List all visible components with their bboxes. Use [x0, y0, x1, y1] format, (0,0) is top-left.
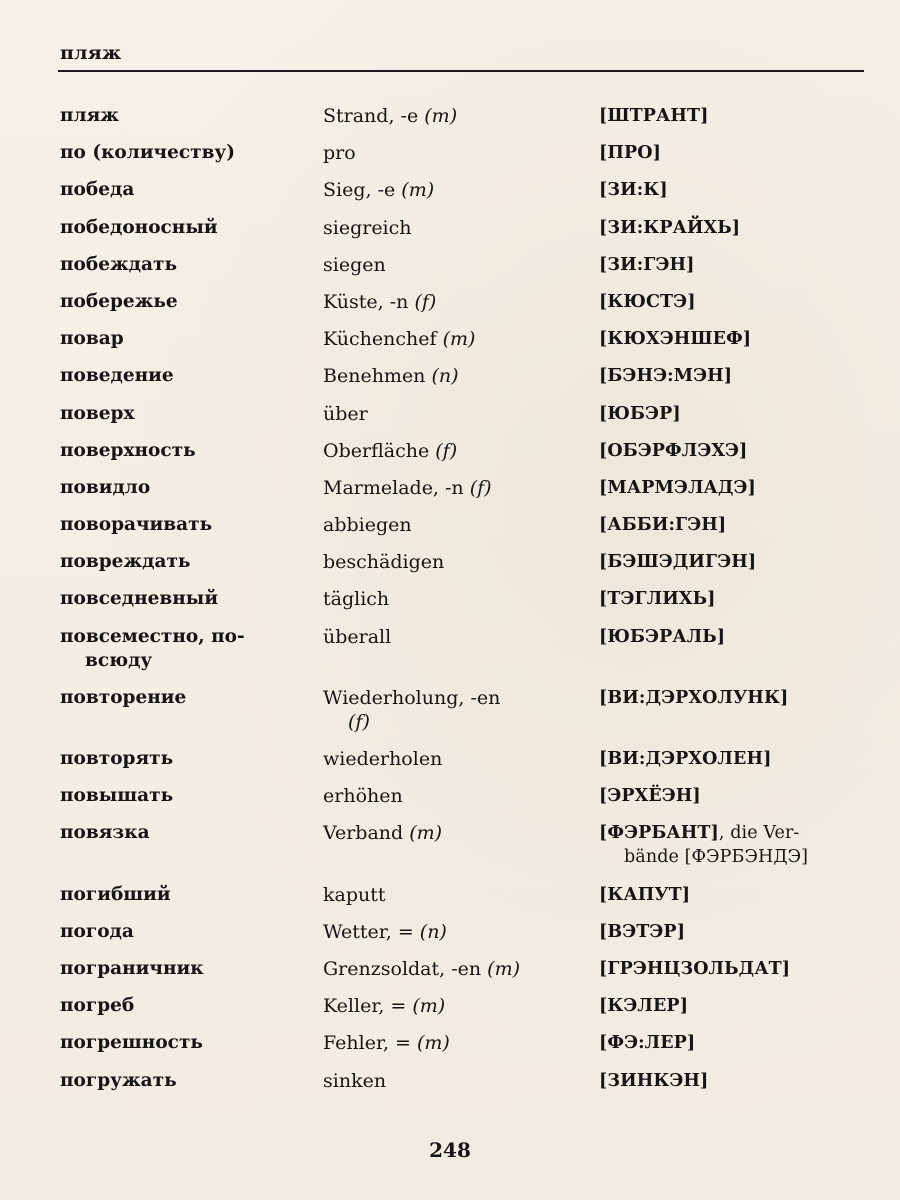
headword — [60, 1031, 323, 1055]
pronunciation — [599, 104, 860, 128]
pronunciation — [599, 327, 860, 351]
pronunciation-text: [КЮСТЭ] — [599, 291, 696, 312]
dictionary-entry — [60, 476, 860, 500]
gender-marker: (f) — [348, 710, 370, 733]
pronunciation-text: [ЮБЭРАЛЬ] — [599, 626, 726, 647]
translation — [323, 784, 599, 808]
dictionary-entry — [60, 216, 860, 240]
translation-text: wiederholen — [323, 748, 443, 770]
pronunciation-text: [ГРЭНЦЗОЛЬДАТ] — [599, 958, 791, 979]
translation — [323, 686, 599, 734]
pronunciation-text: [ШТРАНТ] — [599, 106, 709, 126]
translation — [323, 587, 599, 611]
pronunciation-text: [ЗИНКЭН] — [599, 1070, 709, 1091]
headword-text: погода — [60, 920, 134, 942]
headword — [60, 686, 323, 734]
pronunciation — [599, 821, 860, 869]
translation — [323, 920, 599, 944]
headword-text: повидло — [60, 476, 151, 498]
pronunciation — [599, 402, 860, 426]
translation — [323, 747, 599, 771]
translation-text: Fehler, = — [323, 1032, 411, 1055]
dictionary-entry — [60, 587, 860, 611]
pronunciation-text: [БЭШЭДИГЭН] — [599, 552, 757, 573]
headword-text: погружать — [60, 1069, 177, 1091]
gender-marker: (m) — [409, 822, 443, 845]
translation-text: täglich — [323, 588, 390, 611]
headword — [60, 821, 323, 869]
translation-text: kaputt — [323, 883, 386, 906]
headword — [60, 513, 323, 537]
dictionary-entry — [60, 364, 860, 388]
headword — [60, 104, 323, 128]
headword-text: по (количеству) — [60, 142, 236, 164]
headword-text: повышать — [60, 785, 174, 807]
translation — [323, 104, 599, 128]
gender-marker: (m) — [401, 179, 435, 202]
translation — [323, 550, 599, 574]
gender-marker: (m) — [417, 1032, 450, 1055]
pronunciation-text: [ЭРХЁЭН] — [599, 786, 701, 807]
pronunciation-text: [ПРО] — [599, 143, 661, 164]
headword-continuation: всюду — [85, 649, 153, 671]
pronunciation-text: [ВЭТЭР] — [599, 921, 686, 942]
pronunciation-text: [ЗИ:КРАЙХЬ] — [599, 217, 741, 238]
translation — [323, 476, 599, 500]
pronunciation — [599, 476, 860, 500]
pronunciation — [599, 1031, 860, 1055]
pronunciation-text: [БЭНЭ:МЭН] — [599, 366, 733, 387]
headword-text: повсеместно, по- — [60, 625, 245, 647]
pronunciation-text: [ОБЭРФЛЭХЭ] — [599, 440, 748, 461]
translation — [323, 1069, 599, 1093]
pronunciation — [599, 625, 860, 673]
pronunciation-text: [ФЭРБАНТ] — [599, 823, 719, 844]
translation-text: Sieg, -e — [323, 179, 396, 202]
pronunciation — [599, 883, 860, 907]
headword-text: победоносный — [60, 216, 218, 238]
translation-text: Küchenchef — [323, 328, 437, 351]
dictionary-entry — [60, 439, 860, 463]
translation — [323, 994, 599, 1018]
translation — [323, 327, 599, 351]
headword-text: поведение — [60, 365, 174, 387]
headword-text: побеждать — [60, 253, 178, 275]
dictionary-entry — [60, 920, 860, 944]
page-number: 248 — [429, 1138, 471, 1162]
dictionary-entry — [60, 402, 860, 426]
gender-marker: (n) — [419, 920, 447, 943]
dictionary-entry — [60, 1031, 860, 1055]
pronunciation-text: [ФЭ:ЛЕР] — [599, 1033, 696, 1054]
pronunciation — [599, 141, 860, 165]
headword-text: поворачивать — [60, 514, 213, 536]
headword — [60, 178, 323, 202]
dictionary-entry — [60, 513, 860, 537]
dictionary-entry — [60, 883, 860, 907]
pronunciation-plural-note: , die Ver- — [718, 823, 800, 844]
dictionary-entry — [60, 686, 860, 734]
translation-text: beschädigen — [323, 551, 445, 574]
translation-text: Verband — [323, 822, 404, 845]
dictionary-entry — [60, 625, 860, 673]
pronunciation — [599, 1069, 860, 1093]
headword-text: повторять — [60, 748, 174, 769]
pronunciation-text: [КАПУТ] — [599, 884, 691, 905]
pronunciation-text: [ВИ:ДЭРХОЛУНК] — [599, 687, 789, 708]
pronunciation-plural-continuation: bände [ФЭРБЭНДЭ] — [624, 847, 809, 868]
translation-text: siegen — [323, 253, 386, 276]
translation-text: abbiegen — [323, 514, 412, 537]
pronunciation-text: [МАРМЭЛАДЭ] — [599, 477, 756, 498]
headword-text: повреждать — [60, 551, 191, 573]
headword — [60, 550, 323, 574]
headword — [60, 439, 323, 463]
gender-marker: (f) — [414, 290, 437, 313]
headword — [60, 402, 323, 426]
headword — [60, 141, 323, 165]
header-rule — [58, 70, 864, 72]
headword-text: пляж — [60, 105, 119, 126]
pronunciation — [599, 784, 860, 808]
pronunciation — [599, 994, 860, 1018]
dictionary-entry — [60, 290, 860, 314]
pronunciation — [599, 747, 860, 771]
headword-text: побережье — [60, 290, 178, 312]
gender-marker: (f) — [435, 439, 458, 462]
translation-text: Keller, = — [323, 995, 407, 1018]
headword — [60, 290, 323, 314]
headword — [60, 957, 323, 981]
pronunciation — [599, 253, 860, 277]
dictionary-entry — [60, 141, 860, 165]
pronunciation — [599, 178, 860, 202]
translation — [323, 253, 599, 277]
translation-text: erhöhen — [323, 785, 403, 808]
gender-marker: (f) — [469, 476, 492, 499]
translation — [323, 178, 599, 202]
translation-text: Küste, -n — [323, 290, 409, 313]
headword — [60, 476, 323, 500]
headword-text: пограничник — [60, 957, 204, 979]
pronunciation-text: [ЮБЭР] — [599, 403, 681, 424]
gender-marker: (n) — [431, 365, 459, 388]
translation-text: sinken — [323, 1069, 387, 1092]
headword — [60, 994, 323, 1018]
headword — [60, 327, 323, 351]
dictionary-entry — [60, 821, 860, 869]
gender-marker: (m) — [442, 328, 476, 351]
headword — [60, 883, 323, 907]
headword — [60, 625, 323, 673]
headword — [60, 747, 323, 771]
translation-text: Wiederholung, -en — [323, 686, 501, 709]
pronunciation — [599, 364, 860, 388]
translation-text: Strand, -e — [323, 105, 419, 127]
translation — [323, 141, 599, 165]
dictionary-entries — [60, 104, 860, 1106]
dictionary-entry — [60, 327, 860, 351]
pronunciation-text: [ТЭГЛИХЬ] — [599, 589, 716, 610]
pronunciation — [599, 587, 860, 611]
gender-marker: (m) — [424, 105, 458, 127]
dictionary-entry — [60, 104, 860, 128]
pronunciation-text: [АББИ:ГЭН] — [599, 515, 727, 536]
headword-text: победа — [60, 179, 135, 201]
translation-text: Oberfläche — [323, 439, 430, 462]
headword — [60, 364, 323, 388]
pronunciation — [599, 920, 860, 944]
dictionary-entry — [60, 253, 860, 277]
translation — [323, 439, 599, 463]
translation-text: Marmelade, -n — [323, 476, 464, 499]
headword-text: повар — [60, 328, 124, 350]
translation — [323, 364, 599, 388]
pronunciation — [599, 957, 860, 981]
translation — [323, 883, 599, 907]
translation — [323, 290, 599, 314]
pronunciation — [599, 550, 860, 574]
translation-text: siegreich — [323, 216, 412, 239]
running-head: пляж — [60, 42, 122, 64]
translation — [323, 513, 599, 537]
translation — [323, 402, 599, 426]
translation-text: Wetter, = — [323, 920, 414, 943]
pronunciation-text: [КЭЛЕР] — [599, 996, 689, 1017]
translation — [323, 957, 599, 981]
dictionary-entry — [60, 957, 860, 981]
dictionary-entry — [60, 1069, 860, 1093]
headword — [60, 587, 323, 611]
gender-marker: (m) — [487, 957, 521, 980]
pronunciation — [599, 686, 860, 734]
headword-text: поверх — [60, 402, 135, 424]
headword — [60, 920, 323, 944]
pronunciation-text: [ЗИ:ГЭН] — [599, 254, 695, 275]
translation-text: pro — [323, 142, 356, 165]
headword-text: повседневный — [60, 588, 219, 610]
gender-marker: (m) — [412, 995, 446, 1018]
pronunciation — [599, 290, 860, 314]
translation-text: überall — [323, 625, 392, 648]
headword-text: повторение — [60, 686, 187, 708]
dictionary-entry — [60, 550, 860, 574]
headword — [60, 216, 323, 240]
headword — [60, 784, 323, 808]
translation-text: über — [323, 402, 368, 425]
headword-text: погибший — [60, 883, 171, 905]
headword-text: повязка — [60, 822, 150, 844]
translation-text: Benehmen — [323, 365, 426, 388]
translation — [323, 821, 599, 869]
translation — [323, 216, 599, 240]
headword-text: поверхность — [60, 439, 196, 461]
pronunciation-text: [ЗИ:К] — [599, 180, 668, 201]
headword-text: погреб — [60, 995, 135, 1017]
pronunciation-text: [КЮХЭНШЕФ] — [599, 329, 752, 350]
dictionary-entry — [60, 994, 860, 1018]
dictionary-entry — [60, 784, 860, 808]
pronunciation — [599, 216, 860, 240]
translation — [323, 625, 599, 673]
pronunciation-text: [ВИ:ДЭРХОЛЕН] — [599, 749, 772, 769]
pronunciation — [599, 439, 860, 463]
translation — [323, 1031, 599, 1055]
headword-text: погрешность — [60, 1032, 203, 1054]
translation-text: Grenzsoldat, -en — [323, 957, 482, 980]
dictionary-entry — [60, 178, 860, 202]
headword — [60, 253, 323, 277]
dictionary-entry — [60, 747, 860, 771]
headword — [60, 1069, 323, 1093]
pronunciation — [599, 513, 860, 537]
